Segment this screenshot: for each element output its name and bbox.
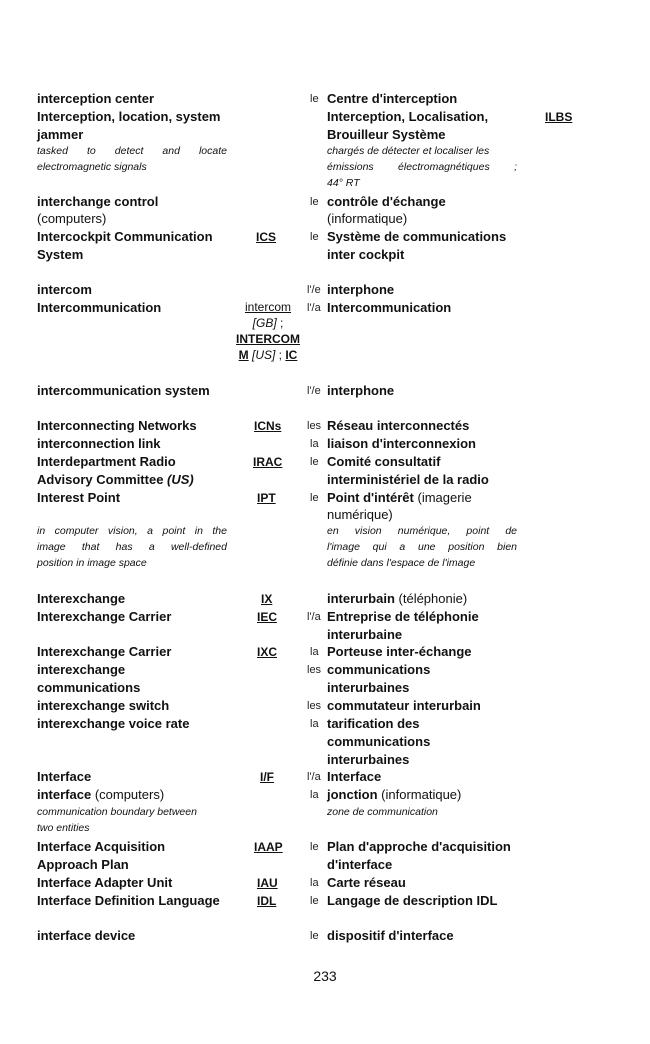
abbreviation: IC <box>285 348 298 362</box>
abbreviation: IEC <box>257 610 278 624</box>
qualifier-fr: numérique) <box>327 507 393 522</box>
definition-en: in computer vision, a point in the <box>37 525 227 537</box>
term-fr: Entreprise de téléphonie <box>327 609 479 624</box>
term-en <box>37 786 164 804</box>
term-en: Interface <box>37 769 92 784</box>
term-en: interchange control <box>37 194 159 209</box>
article: l'/e <box>307 385 321 397</box>
term-en: interexchange voice rate <box>37 716 190 731</box>
article: le <box>310 196 319 208</box>
term-fr: liaison d'interconnexion <box>327 436 476 451</box>
term-en: Interexchange Carrier <box>37 644 172 659</box>
abbreviation: intercom <box>244 300 291 314</box>
term-en: Interface Definition Language <box>37 893 220 908</box>
region-tag: [US] <box>248 348 276 362</box>
term-en: intercom <box>37 282 92 297</box>
definition-fr: chargés de détecter et localiser les <box>327 145 490 157</box>
article: l'/a <box>307 302 321 314</box>
definition-en: two entities <box>37 822 90 834</box>
article: les <box>307 700 322 712</box>
term-fr: communications <box>327 734 431 749</box>
article: les <box>307 420 322 432</box>
abbreviation: ILBS <box>545 110 573 124</box>
term-fr: communications <box>327 662 431 677</box>
term-en <box>37 471 194 489</box>
term-en: communications <box>37 680 141 695</box>
term-fr: Interface <box>327 769 382 784</box>
abbreviation: IX <box>261 592 273 606</box>
abbreviation: ICS <box>256 230 277 244</box>
term-en: Intercommunication <box>37 300 162 315</box>
article: le <box>310 841 319 853</box>
term-en: interexchange <box>37 662 126 677</box>
term-fr-part: Point d'intérêt <box>327 490 414 505</box>
article: la <box>310 877 319 889</box>
article: la <box>310 438 319 450</box>
term-fr: tarification des <box>327 716 420 731</box>
qualifier-fr: (imagerie <box>413 490 472 505</box>
article: le <box>310 895 319 907</box>
term-fr: contrôle d'échange <box>327 194 446 209</box>
definition-en: electromagnetic signals <box>37 161 147 173</box>
definition-fr: en vision numérique, point de <box>327 525 517 537</box>
term-fr: dispositif d'interface <box>327 928 454 943</box>
term-en: interception center <box>37 91 155 106</box>
definition-en: position in image space <box>37 557 147 569</box>
term-en: System <box>37 247 84 262</box>
abbreviation: I/F <box>260 770 274 784</box>
qualifier-en: (computers) <box>91 787 165 802</box>
region-tag: [GB] <box>252 316 277 330</box>
term-fr: Plan d'approche d'acquisition <box>327 839 511 854</box>
abbreviation: IAU <box>257 876 278 890</box>
term-fr: Comité consultatif <box>327 454 441 469</box>
term-fr: interurbaine <box>327 627 403 642</box>
abbreviation: INTERCOM <box>236 332 300 346</box>
term-fr-part: interurbain <box>327 591 395 606</box>
term-en: Interest Point <box>37 490 121 505</box>
qualifier-en: (computers) <box>37 211 107 226</box>
term-fr: Langage de description IDL <box>327 893 498 908</box>
qualifier-fr: (informatique) <box>327 211 408 226</box>
definition-fr: définie dans l'espace de l'image <box>327 557 476 569</box>
definition-fr: émissions électromagnétiques ; <box>327 161 517 173</box>
term-fr: Centre d'interception <box>327 91 458 106</box>
term-en-part: Advisory Committee <box>37 472 164 487</box>
term-en: Interface Acquisition <box>37 839 166 854</box>
term-en: interconnection link <box>37 436 161 451</box>
qualifier-fr: (informatique) <box>377 787 462 802</box>
term-fr: Réseau interconnectés <box>327 418 470 433</box>
term-fr: Système de communications <box>327 229 507 244</box>
definition-fr: 44° RT <box>327 177 360 189</box>
term-fr <box>327 590 467 608</box>
article: les <box>307 664 322 676</box>
definition-en: tasked to detect and locate <box>37 145 227 157</box>
term-fr-part: jonction <box>327 787 378 802</box>
article: le <box>310 93 319 105</box>
article: l'/a <box>307 611 321 623</box>
term-fr: Intercommunication <box>327 300 452 315</box>
term-en: Approach Plan <box>37 857 129 872</box>
term-fr: Carte réseau <box>327 875 406 890</box>
abbreviation: IRAC <box>253 455 283 469</box>
term-fr: inter cockpit <box>327 247 405 262</box>
term-fr <box>327 489 472 507</box>
abbreviation: IAAP <box>254 840 283 854</box>
term-en: interface device <box>37 928 136 943</box>
definition-fr: l'image qui a une position bien <box>327 541 517 553</box>
article: la <box>310 718 319 730</box>
term-en: intercommunication system <box>37 383 210 398</box>
term-en: Interexchange <box>37 591 126 606</box>
region-tag: (US) <box>167 472 194 487</box>
term-fr: interurbaines <box>327 752 410 767</box>
term-en: Intercockpit Communication <box>37 229 213 244</box>
term-en: Interexchange Carrier <box>37 609 172 624</box>
article: le <box>310 231 319 243</box>
article: l'/e <box>307 284 321 296</box>
article: le <box>310 930 319 942</box>
article: l'/a <box>307 771 321 783</box>
term-fr: interphone <box>327 282 395 297</box>
abbreviation: IPT <box>257 491 276 505</box>
abbreviation: IDL <box>257 894 277 908</box>
term-fr: Interception, Localisation, <box>327 109 489 124</box>
term-en: Interception, location, system <box>37 109 221 124</box>
article: le <box>310 456 319 468</box>
term-fr: d'interface <box>327 857 393 872</box>
term-en: interexchange switch <box>37 698 170 713</box>
term-fr: interministériel de la radio <box>327 472 489 487</box>
separator: ; <box>275 348 286 362</box>
qualifier-fr: (téléphonie) <box>394 591 468 606</box>
separator: ; <box>276 316 284 330</box>
article: la <box>310 646 319 658</box>
term-fr: interurbaines <box>327 680 410 695</box>
term-en: Interdepartment Radio <box>37 454 176 469</box>
term-fr: interphone <box>327 383 395 398</box>
abbreviation: ICNs <box>254 419 282 433</box>
abbreviation: IXC <box>257 645 278 659</box>
page-number: 233 <box>313 968 337 984</box>
definition-en: communication boundary between <box>37 806 197 818</box>
definition-en: image that has a well-defined <box>37 541 227 553</box>
term-fr <box>327 786 461 804</box>
term-en: Interconnecting Networks <box>37 418 197 433</box>
term-fr: commutateur interurbain <box>327 698 481 713</box>
article: la <box>310 789 319 801</box>
term-en-part: interface <box>37 787 92 802</box>
definition-fr: zone de communication <box>327 806 438 818</box>
term-fr: Brouilleur Système <box>327 127 446 142</box>
term-en: jammer <box>37 127 84 142</box>
term-en: Interface Adapter Unit <box>37 875 173 890</box>
term-fr: Porteuse inter-échange <box>327 644 472 659</box>
article: le <box>310 492 319 504</box>
abbreviation: M <box>238 348 249 362</box>
abbreviation-block <box>234 299 302 363</box>
